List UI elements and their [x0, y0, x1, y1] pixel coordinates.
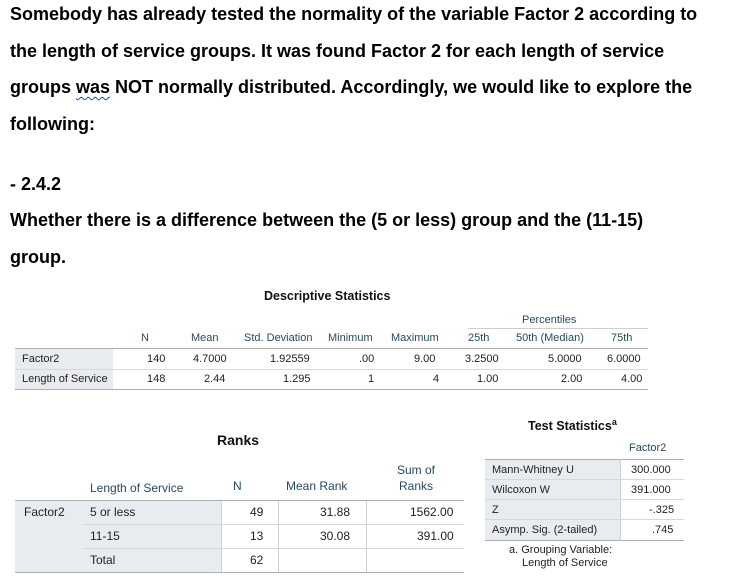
ranks-group: Total — [90, 553, 116, 567]
grammar-flagged-word[interactable]: was — [76, 77, 111, 97]
desc-cell: 3.2500 — [465, 353, 499, 365]
descriptive-title: Descriptive Statistics — [264, 289, 391, 303]
desc-cell: .00 — [359, 353, 375, 365]
intro-paragraph — [10, 0, 726, 142]
col-median: 50th (Median) — [516, 332, 584, 344]
desc-row-label: Factor2 — [22, 353, 60, 365]
test-value: -.325 — [649, 504, 675, 516]
col-maximum: Maximum — [391, 332, 439, 344]
ranks-group: 5 or less — [90, 505, 136, 519]
col-minimum: Minimum — [328, 332, 373, 344]
desc-cell: 2.00 — [561, 373, 583, 385]
test-stats-title-text: Test Statistics — [528, 419, 612, 434]
test-bottom-rule — [485, 540, 684, 541]
desc-cell: 4.00 — [621, 373, 643, 385]
test-row-rule — [485, 479, 684, 480]
ranks-bottom-rule — [15, 572, 464, 573]
test-stats-superscript: a — [611, 417, 617, 427]
col-sum-of-ranks: Sum of Ranks — [396, 463, 435, 493]
test-label: Asymp. Sig. (2-tailed) — [492, 524, 598, 536]
desc-cell: 1 — [368, 373, 375, 385]
ranks-col-rule — [366, 501, 367, 572]
question-text: Whether there is a difference between the (5 or less) group and the (11-15) group. — [10, 210, 644, 267]
test-row-rule — [485, 499, 684, 500]
ranks-title: Ranks — [217, 432, 260, 448]
test-col-rule — [620, 460, 621, 540]
col-25th: 25th — [468, 332, 490, 344]
desc-bottom-rule — [15, 389, 648, 390]
desc-cell: 1.92559 — [270, 353, 310, 365]
test-value: 300.000 — [631, 464, 671, 476]
col-n: N — [141, 332, 149, 344]
desc-cell: 1.00 — [477, 373, 499, 385]
test-footnote-line1: a. Grouping Variable: — [509, 544, 613, 556]
ranks-col-rule — [278, 501, 279, 572]
desc-row-label: Length of Service — [22, 373, 108, 385]
percentiles-header: Percentiles — [522, 314, 577, 326]
intro-text-start: Somebody has already tested the normality of the variable Factor 2 according to the length of service groups. It was found Factor 2 for each length of service groups — [10, 4, 698, 97]
ranks-variable-label: Factor2 — [24, 505, 65, 519]
col-length-of-service: Length of Service — [90, 481, 184, 495]
col-mean-rank: Mean Rank — [286, 479, 348, 493]
test-label: Wilcoxon W — [492, 484, 551, 496]
test-footnote-line2: Length of Service — [522, 557, 608, 569]
col-75th: 75th — [611, 332, 633, 344]
test-label: Mann-Whitney U — [492, 464, 574, 476]
ranks-sum: 1562.00 — [410, 505, 454, 519]
ranks-mean-rank: 31.88 — [320, 505, 351, 519]
desc-cell: 4 — [433, 373, 440, 385]
test-label: Z — [492, 504, 499, 516]
desc-cell: 9.00 — [414, 353, 436, 365]
desc-cell: 5.0000 — [548, 353, 582, 365]
ranks-group: 11-15 — [90, 529, 120, 543]
desc-row-rule — [15, 369, 648, 370]
desc-cell: 140 — [147, 353, 166, 365]
intro-text-end: NOT normally distributed. Accordingly, we would like to explore the following: — [10, 77, 693, 134]
ranks-row-rule — [82, 548, 464, 549]
ranks-mean-rank: 30.08 — [320, 529, 351, 543]
item-number: - 2.4.2 — [10, 174, 62, 194]
desc-cell: 6.0000 — [607, 353, 641, 365]
ranks-row-rule — [82, 524, 464, 525]
desc-cell: 1.295 — [283, 373, 311, 385]
test-row-rule — [485, 519, 684, 520]
percentiles-rule — [468, 328, 648, 329]
ranks-col-rule — [221, 501, 222, 572]
ranks-n: 49 — [250, 505, 264, 519]
ranks-n: 62 — [250, 553, 264, 567]
col-std-deviation: Std. Deviation — [244, 332, 313, 344]
test-value: 391.000 — [631, 484, 671, 496]
desc-cell: 4.7000 — [193, 353, 227, 365]
col-n: N — [233, 479, 242, 493]
test-value: .745 — [652, 524, 674, 536]
desc-cell: 2.44 — [204, 373, 226, 385]
desc-cell: 148 — [147, 373, 166, 385]
test-stats-title — [528, 417, 617, 433]
col-factor2: Factor2 — [629, 442, 667, 454]
ranks-n: 13 — [250, 529, 264, 543]
col-mean: Mean — [191, 332, 219, 344]
ranks-sum: 391.00 — [417, 529, 454, 543]
